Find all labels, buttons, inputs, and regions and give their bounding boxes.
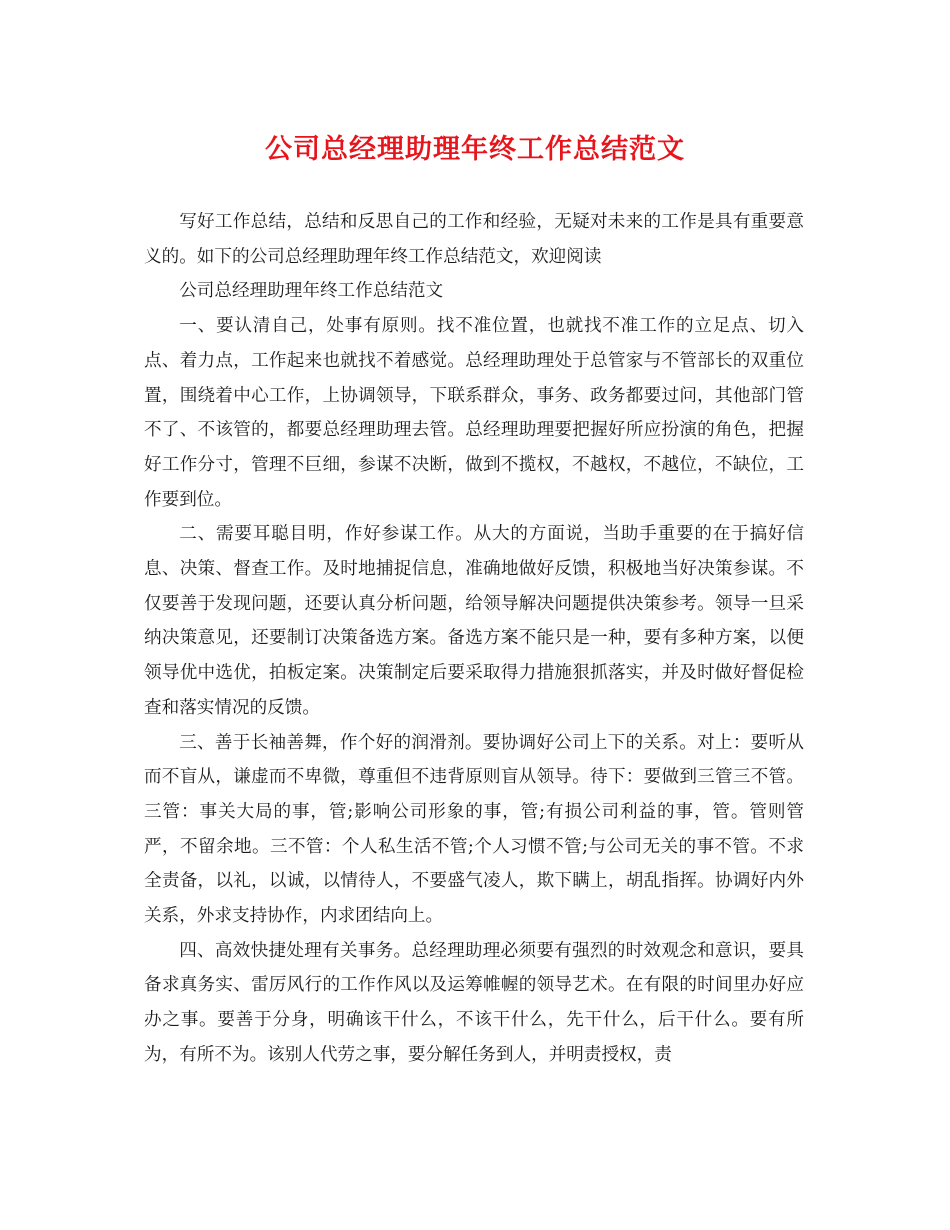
paragraph-section-4: 四、高效快捷处理有关事务。总经理助理必须要有强烈的时效观念和意识，要具备求真务实、雷厉风行的工作作风以及运筹帷幄的领导艺术。在有限的时间里办好应办之事。要善于分身，明确该干什么，不该干什么，先干什么，后干什么。要有所为，有所不为。该别人代劳之事，要分解任务到人，并明责授权，责 xyxy=(144,940,804,1065)
document-body xyxy=(144,205,804,1073)
paragraph-section-1: 一、要认清自己，处事有原则。找不准位置，也就找不准工作的立足点、切入点、着力点，工作起来也就找不着感觉。总经理助理处于总管家与不管部长的双重位置，围绕着中心工作，上协调领导，下联系群众，事务、政务都要过问，其他部门管不了、不该管的，都要总经理助理去管。总经理助理要把握好所应扮演的角色，把握好工作分寸，管理不巨细，参谋不决断，做到不揽权，不越权，不越位，不缺位，工作要到位。 xyxy=(144,316,804,510)
paragraph-section-2: 二、需要耳聪目明，作好参谋工作。从大的方面说，当助手重要的在于搞好信息、决策、督查工作。及时地捕捉信息，准确地做好反馈，积极地当好决策参谋。不仅要善于发现问题，还要认真分析问题，给领导解决问题提供决策参考。领导一旦采纳决策意见，还要制订决策备选方案。备选方案不能只是一种，要有多种方案，以便领导优中选优，拍板定案。决策制定后要采取得力措施狠抓落实，并及时做好督促检查和落实情况的反馈。 xyxy=(144,524,804,718)
paragraph-intro: 写好工作总结，总结和反思自己的工作和经验，无疑对未来的工作是具有重要意义的。如下的公司总经理助理年终工作总结范文，欢迎阅读 xyxy=(144,212,804,267)
paragraph-section-3: 三、善于长袖善舞，作个好的润滑剂。要协调好公司上下的关系。对上：要听从而不盲从，谦虚而不卑微，尊重但不违背原则盲从领导。待下：要做到三管三不管。三管：事关大局的事，管;影响公司形象的事，管;有损公司利益的事，管。管则管严，不留余地。三不管：个人私生活不管;个人习惯不管;与公司无关的事不管。不求全责备，以礼，以诚，以情待人，不要盛气凌人，欺下瞒上，胡乱指挥。协调好内外关系，外求支持协作，内求团结向上。 xyxy=(144,732,804,927)
document-title: 公司总经理助理年终工作总结范文 xyxy=(265,134,685,165)
paragraph-subtitle: 公司总经理助理年终工作总结范文 xyxy=(179,281,444,302)
